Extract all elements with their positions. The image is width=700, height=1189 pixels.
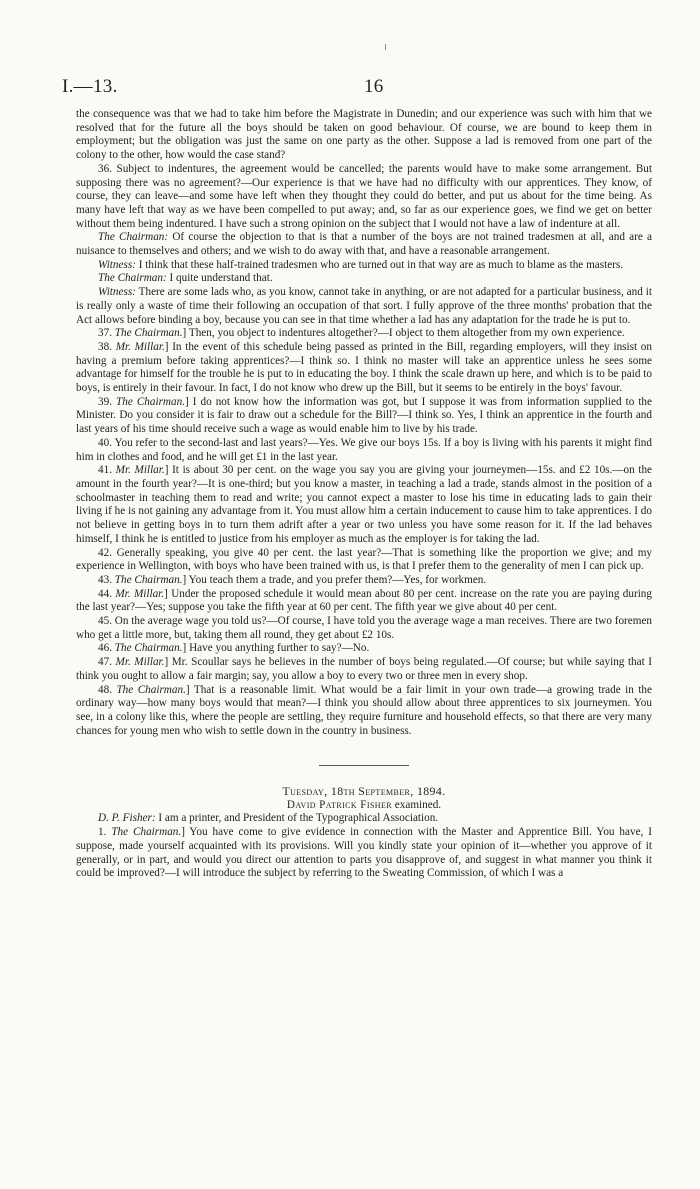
paragraph-text: Of course the objection to that is that a number of the boys are not trained tradesmen at all, and are a nuisance to themselves and others; and we wish to do away with that, and have a reasonable arrangement. (76, 231, 652, 258)
speaker-label: The Chairman. (111, 826, 182, 839)
paragraph (76, 272, 652, 286)
paragraph-text: ] Under the proposed schedule it would mean about 80 per cent. increase on the rate you are paying during the last year?—Yes; suppose you take the fifth year at 60 per cent. The fifth year we give about 40 per cent. (76, 587, 652, 614)
paragraph-text: 1. (98, 826, 112, 839)
paragraph-text: 43. (98, 573, 115, 586)
paragraph (76, 464, 652, 546)
paragraph (76, 108, 652, 163)
paragraph-text: ] Have you anything further to say?—No. (182, 642, 370, 655)
paragraph-text: ] It is about 30 per cent. on the wage you say you are giving your journeymen—15s. and £2 10s.—on the amount in the fourth year?—It is one-third; but you know a master, in teaching a lad a trade, stands almost in the position of a schoolmaster in teaching them to read and write; you cannot expect a master to lose his time in educating lads to gain their living if he is not gaining any advantage from it. You must allow him a certain inducement to cause him to take apprentices. I do not believe in getting boys in to turn them adrift after a year or two unless you have some reason for it. If the lad behaves himself, I think he is entitled to justice from his employer as much as the employer is for taking the lad. (76, 464, 653, 545)
paragraph-text: the consequence was that we had to take him before the Magistrate in Dunedin; and our experience was such with him that we resolved that for the future all the boys should be taken on good behaviour. Of course, we are bound to keep them in employment; but the obligation was just the same on one party as the other. Suppose a lad is removed from one part of the colony to the other, how would the case stand? (76, 108, 652, 162)
speaker-label: Mr. Millar. (115, 340, 165, 353)
paragraph (76, 327, 652, 341)
paragraph-text: I quite understand that. (166, 272, 273, 285)
section-divider (319, 765, 409, 766)
speaker-label: Witness: (98, 286, 136, 299)
paragraph-text: ] You teach them a trade, and you prefer them?—Yes, for workmen. (182, 573, 487, 586)
paragraph (76, 826, 652, 881)
witness-heading (76, 799, 652, 813)
paragraph-text: 41. (98, 464, 116, 477)
paragraph-text: 42. Generally speaking, you give 40 per cent. the last year?—That is something like the proportion we give; and my experience in Wellington, with boys who have been trained with us, is that I prefer them to the generality of men I can pick up. (76, 546, 652, 573)
speaker-label: Mr. Millar. (115, 587, 165, 600)
paragraph (76, 642, 652, 656)
section-divider-wrap (76, 759, 652, 773)
paragraph (76, 812, 652, 826)
evidence-paragraphs-continued (76, 108, 652, 738)
speaker-label: The Chairman. (116, 683, 186, 696)
speaker-label: Witness: (98, 258, 136, 271)
page-mark (385, 44, 386, 50)
speaker-label: Mr. Millar. (115, 464, 165, 477)
page-header (62, 76, 638, 100)
speaker-label: The Chairman: (98, 272, 167, 285)
paragraph-text: 39. (98, 395, 117, 408)
paragraph (76, 396, 652, 437)
paragraph-text: 40. You refer to the second-last and last years?—Yes. We give our boys 15s. If a boy is living with his parents it might find him in clothes and food, and he will get £1 in the last year. (76, 436, 652, 463)
paragraph-text: There are some lads who, as you know, cannot take in anything, or are not adapted for a particular business, and it is really only a waste of time their following an occupation of that sort. I fully approve of the three months' probation that the Act allows before binding a boy, because you can see in that time whether a lad has any adaptation for the trade he is put to. (76, 286, 652, 326)
paragraph (76, 574, 652, 588)
paragraph (76, 547, 652, 574)
paragraph (76, 615, 652, 642)
paragraph-text: 45. On the average wage you told us?—Of course, I have told you the average wage a man receives. There are two foremen who get a little more, but, taking them all round, they get about £2 10s. (76, 615, 652, 641)
paragraph-text: ] You have come to give evidence in connection with the Master and Apprentice Bill. You have, I suppose, made yourself acquainted with its provisions. Will you kindly state your opinion of it—whether you approve of it generally, or in part, and would you direct our attention to parts you disapprove of, and suggest in what manner you think it could be improved?—I will introduce the subject by referring to the Sweating Commission, of which I was a (76, 826, 652, 880)
witness-name: David Patrick Fisher (286, 798, 392, 811)
paragraph-text: 38. (98, 340, 116, 353)
page-body (76, 108, 652, 881)
speaker-label: The Chairman. (114, 327, 183, 340)
paragraph (76, 231, 652, 258)
evidence-paragraphs-new-witness (76, 812, 652, 881)
session-date: Tuesday, 18th September, 1894. (282, 784, 446, 799)
speaker-label: The Chairman: (98, 231, 169, 244)
speaker-label: The Chairman. (114, 642, 183, 655)
speaker-label: Mr. Millar. (115, 656, 165, 669)
paragraph-text: I think that these half-trained tradesmen who are turned out in that way are as much to blame as the masters. (135, 258, 624, 271)
paragraph-text: 36. Subject to indentures, the agreement would be cancelled; the parents would have to make some arrangement. But supposing there was no agreement?—Our experience is that we have had no difficulty with our apprentices. They know, of course, they can leave—and some have left when they thought they could do better, and put us about for the time being. As many have left that way as we have been compelled to put away; and, so far as our experience goes, we find we get on better without them being indentured. I have such a strong opinion on the subject that I would not have a law of indenture at all. (76, 162, 652, 230)
paragraph-text: 37. (98, 327, 115, 340)
page-number: 16 (364, 76, 384, 97)
paragraph-text: ] Then, you object to indentures altogether?—I object to them altogether from my own experience. (182, 327, 625, 340)
paragraph (76, 588, 652, 615)
witness-examined-label: examined. (392, 798, 442, 811)
paragraph-text: ] Mr. Scoullar says he believes in the number of boys being regulated.—Of course; but while saying that I think you ought to allow a fair margin; say, you allow a boy to every two or three men in every shop. (76, 656, 652, 682)
paragraph-text: 48. (98, 683, 117, 696)
paragraph (76, 656, 652, 683)
paragraph (76, 286, 652, 327)
paragraph-text: I am a printer, and President of the Typographical Association. (155, 812, 439, 825)
paragraph-text: ] I do not know how the information was got, but I suppose it was from information supplied to the Minister. Do you consider it is fair to draw out a schedule for the Bill?—I think so. Yes, I think an apprentice in the fourth and last years of his time should receive such a wage as would enable him to live by his trade. (76, 395, 652, 436)
speaker-label: D. P. Fisher: (98, 812, 156, 825)
paragraph (76, 341, 652, 396)
paragraph-text: 46. (98, 642, 115, 655)
paragraph (76, 684, 652, 739)
paragraph (76, 437, 652, 464)
speaker-label: The Chairman. (116, 395, 185, 408)
speaker-label: The Chairman. (114, 573, 183, 586)
paragraph-text: ] That is a reasonable limit. What would be a fair limit in your own trade—a growing trade in the ordinary way—how many boys would that mean?—I think you should allow about three apprentices to six journeymen. You see, in a colony like this, where the people are settling, they require furniture and household effects, so that there are very many chances for young men who wish to settle down in the country in business. (76, 683, 652, 737)
document-reference: I.—13. (62, 76, 118, 97)
paragraph (76, 163, 652, 232)
paragraph (76, 259, 652, 273)
paragraph-text: ] In the event of this schedule being passed as printed in the Bill, regarding employers, will they insist on having a premium before taking apprentices?—I think so. I think no master will take an apprentice unless he sees some advantage for himself for the trouble he is put to in educating the boy. I think the scale drawn up here, and which is to be paid to boys, is entirely in their favour. In fact, I do not know who drew up the Bill, but it seems to be entirely in the boys' favour. (76, 340, 652, 395)
paragraph-text: 44. (98, 587, 116, 600)
paragraph-text: 47. (98, 656, 116, 669)
